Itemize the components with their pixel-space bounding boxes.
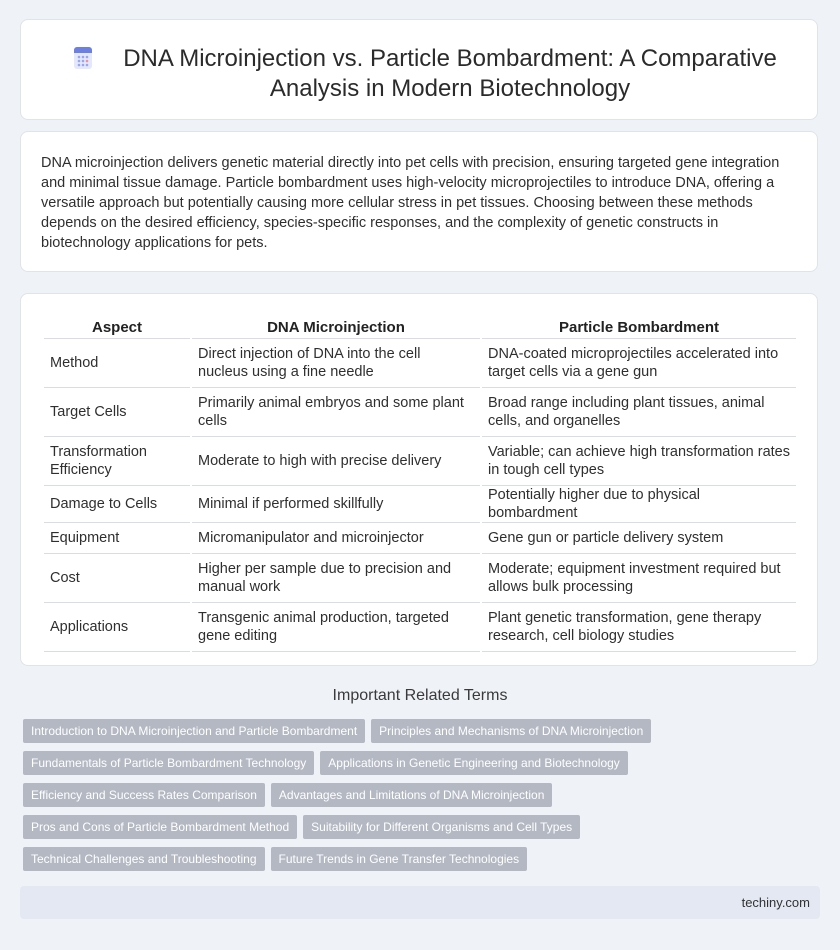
table-cell: Target Cells [44,388,190,437]
table-cell: Primarily animal embryos and some plant cells [192,388,480,437]
table-cell: Moderate; equipment investment required but allows bulk processing [482,554,796,603]
header-particle-bombardment: Particle Bombardment [482,315,796,339]
footer [20,886,820,919]
table-cell: Gene gun or particle delivery system [482,523,796,554]
table-cell: Damage to Cells [44,486,190,523]
table-cell: Micromanipulator and microinjector [192,523,480,554]
related-term-tag[interactable]: Future Trends in Gene Transfer Technologies [271,847,528,871]
related-term-tag[interactable]: Technical Challenges and Troubleshooting [23,847,265,871]
related-term-tag[interactable]: Efficiency and Success Rates Comparison [23,783,265,807]
table-row [44,339,796,388]
related-terms-heading: Important Related Terms [332,687,508,704]
table-row [44,486,796,523]
intro-card [20,131,818,272]
table-cell: Broad range including plant tissues, animal cells, and organelles [482,388,796,437]
table-cell: Variable; can achieve high transformation rates in tough cell types [482,437,796,486]
related-terms-list [23,719,813,879]
table-cell: Transgenic animal production, targeted gene editing [192,603,480,652]
intro-paragraph: DNA microinjection delivers genetic material directly into pet cells with precision, ensuring targeted gene integration and minimal tissue damage. Particle bombardment uses high-velocity microprojectiles to introduce DNA, offering a versatile approach but potentially causing more cellular stress in pet tissues. Choosing between these methods depends on the desired efficiency, species-specific responses, and the complexity of genetic constructs in biotechnology applications for pets. [41,155,780,251]
table-header-row [44,315,796,339]
table-row [44,388,796,437]
table-cell: Cost [44,554,190,603]
related-term-tag[interactable]: Advantages and Limitations of DNA Microinjection [271,783,552,807]
table-cell: DNA-coated microprojectiles accelerated into target cells via a gene gun [482,339,796,388]
table-cell: Potentially higher due to physical bombardment [482,486,796,523]
table-row [44,523,796,554]
title-card [20,19,818,120]
related-term-tag[interactable]: Pros and Cons of Particle Bombardment Method [23,815,297,839]
table-cell: Moderate to high with precise delivery [192,437,480,486]
table-cell: Equipment [44,523,190,554]
table-cell: Transformation Efficiency [44,437,190,486]
table-cell: Direct injection of DNA into the cell nucleus using a fine needle [192,339,480,388]
page-title: DNA Microinjection vs. Particle Bombardment: A Comparative Analysis in Modern Biotechnology [123,45,777,102]
table-cell: Method [44,339,190,388]
comparison-table [42,315,798,652]
related-term-tag[interactable]: Suitability for Different Organisms and Cell Types [303,815,580,839]
comparison-card [20,293,818,666]
related-term-tag[interactable]: Introduction to DNA Microinjection and Particle Bombardment [23,719,365,743]
table-cell: Minimal if performed skillfully [192,486,480,523]
calculator-icon [71,46,95,70]
related-term-tag[interactable]: Principles and Mechanisms of DNA Microinjection [371,719,651,743]
related-term-tag[interactable]: Applications in Genetic Engineering and Biotechnology [320,751,628,775]
table-cell: Plant genetic transformation, gene therapy research, cell biology studies [482,603,796,652]
table-cell: Higher per sample due to precision and manual work [192,554,480,603]
table-cell: Applications [44,603,190,652]
related-term-tag[interactable]: Fundamentals of Particle Bombardment Technology [23,751,314,775]
header-dna-microinjection: DNA Microinjection [192,315,480,339]
table-row [44,603,796,652]
header-aspect: Aspect [44,315,190,339]
table-row [44,554,796,603]
footer-site-link[interactable]: techiny.com [741,895,810,910]
table-row [44,437,796,486]
